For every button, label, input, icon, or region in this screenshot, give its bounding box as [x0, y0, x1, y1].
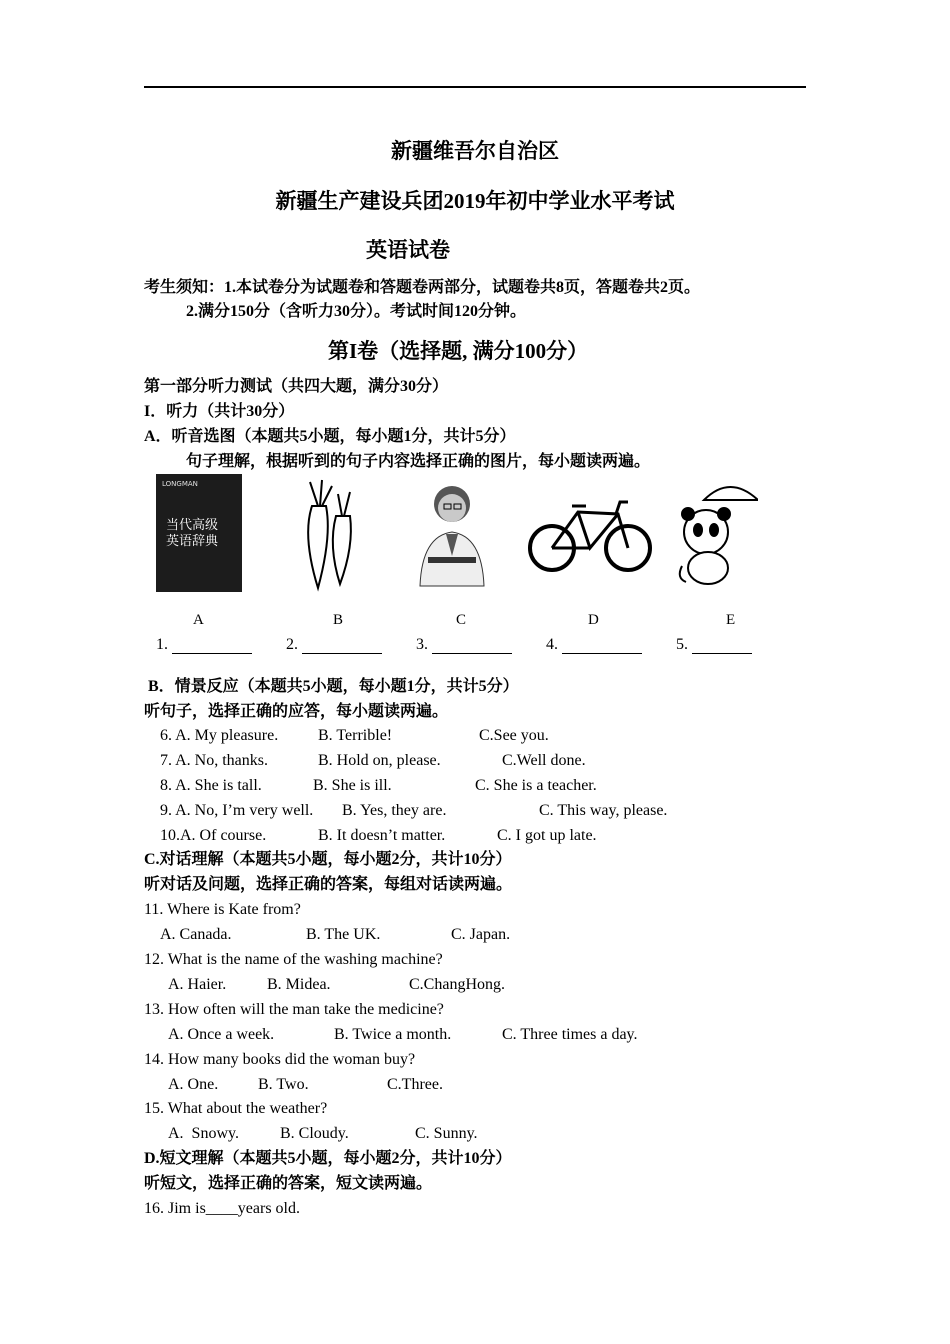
title-subject: 英语试卷 — [366, 238, 450, 262]
section-heading: I．听力（共计30分） — [144, 403, 295, 420]
q6-option-c: C.See you. — [479, 727, 549, 744]
q14-option-b: B. Two. — [258, 1076, 309, 1093]
q15-option-b: B. Cloudy. — [280, 1125, 349, 1142]
q14-option-a: A. One. — [168, 1076, 219, 1093]
q12-option-c: C.ChangHong. — [409, 976, 505, 993]
q8-option-c: C. She is a teacher. — [475, 777, 597, 794]
carrot-picture — [292, 476, 372, 596]
q7-option-c: C.Well done. — [502, 752, 586, 769]
q15-option-a: A. Snowy. — [168, 1125, 239, 1142]
label-C: C — [456, 612, 467, 628]
doctor-picture — [412, 476, 492, 596]
q10-option-c: C. I got up late. — [497, 827, 597, 844]
panda-picture — [674, 480, 758, 590]
secC-instruction: 听对话及问题，选择正确的答案，每组对话读两遍。 — [144, 876, 513, 893]
notice-line-1: 考生须知：1.本试卷分为试题卷和答题卷两部分，试题卷共8页，答题卷共2页。 — [144, 279, 701, 296]
secD-title: D.短文理解（本题共5小题，每小题2分，共计10分） — [144, 1150, 512, 1167]
q11-option-c: C. Japan. — [451, 926, 511, 943]
q11-question: 11. Where is Kate from? — [144, 901, 301, 918]
q7-option-b: B. Hold on, please. — [318, 752, 441, 769]
q11-option-a: A. Canada. — [160, 926, 232, 943]
secB-instruction: 听句子，选择正确的应答，每小题读两遍。 — [144, 703, 449, 720]
q12-option-b: B. Midea. — [267, 976, 331, 993]
q16-question: 16. Jim is____years old. — [144, 1200, 300, 1217]
q12-option-a: A. Haier. — [168, 976, 227, 993]
secA-instruction: 句子理解，根据听到的句子内容选择正确的图片，每小题读两遍。 — [186, 453, 651, 470]
q10-option-a: 10.A. Of course. — [160, 827, 267, 844]
secB-title: B．情景反应（本题共5小题，每小题1分，共计5分） — [148, 678, 519, 695]
label-D: D — [588, 612, 599, 628]
q9-option-a: 9. A. No, I’m very well. — [160, 802, 314, 819]
answer-blank-2[interactable]: 2. — [286, 636, 382, 654]
q13-option-b: B. Twice a month. — [334, 1026, 452, 1043]
q14-option-c: C.Three. — [387, 1076, 443, 1093]
part-heading: 第一部分听力测试（共四大题，满分30分） — [144, 378, 449, 395]
q11-option-b: B. The UK. — [306, 926, 381, 943]
q15-question: 15. What about the weather? — [144, 1100, 328, 1117]
q9-option-c: C. This way, please. — [539, 802, 668, 819]
bicycle-picture — [528, 492, 654, 578]
title-region: 新疆维吾尔自治区 — [391, 139, 559, 163]
secD-instruction: 听短文，选择正确的答案，短文读两遍。 — [144, 1175, 433, 1192]
title-exam: 新疆生产建设兵团2019年初中学业水平考试 — [275, 189, 675, 213]
answer-blank-4[interactable]: 4. — [546, 636, 642, 654]
q13-option-a: A. Once a week. — [168, 1026, 275, 1043]
q12-question: 12. What is the name of the washing machine? — [144, 951, 443, 968]
picture-strip — [144, 472, 758, 658]
q6-option-b: B. Terrible! — [318, 727, 393, 744]
secA-title: A．听音选图（本题共5小题，每小题1分，共计5分） — [144, 428, 516, 445]
answer-blank-3[interactable]: 3. — [416, 636, 512, 654]
q8-option-b: B. She is ill. — [313, 777, 392, 794]
top-rule — [144, 86, 806, 88]
q10-option-b: B. It doesn’t matter. — [318, 827, 446, 844]
answer-blank-1[interactable]: 1. — [156, 636, 252, 654]
q13-question: 13. How often will the man take the medicine? — [144, 1001, 444, 1018]
secC-title: C.对话理解（本题共5小题，每小题2分，共计10分） — [144, 851, 512, 868]
label-E: E — [726, 612, 736, 628]
q7-option-a: 7. A. No, thanks. — [160, 752, 268, 769]
notice-line-2: 2.满分150分（含听力30分）。考试时间120分钟。 — [186, 303, 527, 320]
label-B: B — [333, 612, 344, 628]
q8-option-a: 8. A. She is tall. — [160, 777, 262, 794]
q13-option-c: C. Three times a day. — [502, 1026, 638, 1043]
q9-option-b: B. Yes, they are. — [342, 802, 447, 819]
dictionary-picture: LONGMAN 当代高级 英语辞典 — [156, 474, 242, 592]
q6-option-a: 6. A. My pleasure. — [160, 727, 279, 744]
q14-question: 14. How many books did the woman buy? — [144, 1051, 416, 1068]
answer-blank-5[interactable]: 5. — [676, 636, 752, 654]
q15-option-c: C. Sunny. — [415, 1125, 478, 1142]
volume-heading: 第I卷（选择题, 满分100分） — [328, 339, 589, 363]
label-A: A — [193, 612, 204, 628]
